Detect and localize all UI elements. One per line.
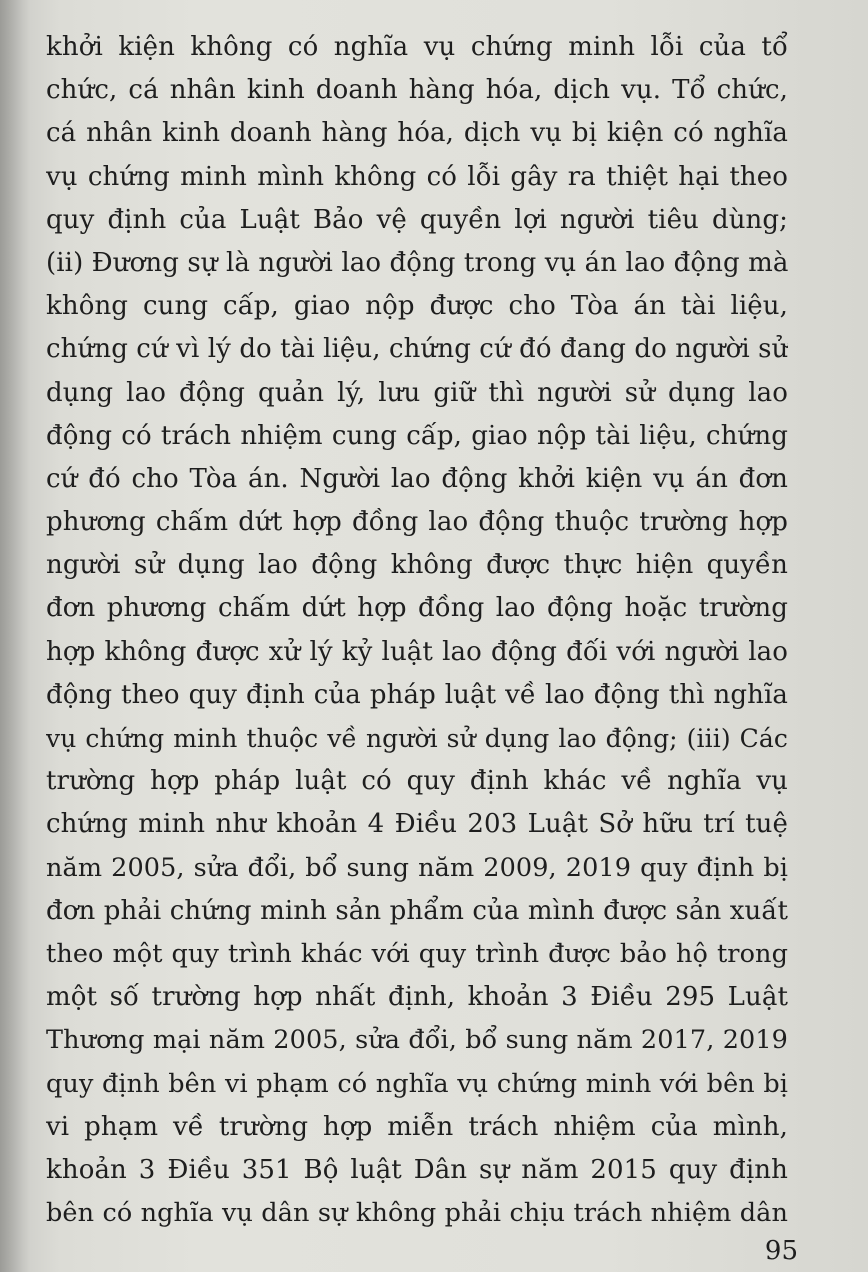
text-line: bên có nghĩa vụ dân sự không phải chịu trách nhiệm dân (46, 1198, 788, 1229)
text-line: năm 2005, sửa đổi, bổ sung năm 2009, 2019 quy định bị (46, 852, 788, 883)
text-line: quy định của Luật Bảo vệ quyền lợi người tiêu dùng; (46, 204, 788, 235)
text-line: khoản 3 Điều 351 Bộ luật Dân sự năm 2015 quy định (46, 1154, 788, 1185)
text-line: một số trường hợp nhất định, khoản 3 Điều 295 Luật (46, 982, 788, 1013)
text-line: khởi kiện không có nghĩa vụ chứng minh lỗi của tổ (46, 32, 788, 62)
text-line: vụ chứng minh mình không có lỗi gây ra thiệt hại theo (46, 161, 788, 192)
text-line: động có trách nhiệm cung cấp, giao nộp tài liệu, chứng (46, 420, 788, 451)
text-line: cứ đó cho Tòa án. Người lao động khởi kiện vụ án đơn (46, 463, 788, 494)
text-line: vụ chứng minh thuộc về người sử dụng lao động; (iii) Các (46, 724, 788, 753)
text-line: đơn phải chứng minh sản phẩm của mình được sản xuất (46, 895, 788, 926)
text-line: quy định bên vi phạm có nghĩa vụ chứng minh với bên bị (46, 1068, 788, 1099)
text-line: không cung cấp, giao nộp được cho Tòa án tài liệu, (46, 291, 788, 322)
text-line: người sử dụng lao động không được thực hiện quyền (46, 550, 788, 581)
text-line: động theo quy định của pháp luật về lao động thì nghĩa (46, 679, 788, 710)
text-line: trường hợp pháp luật có quy định khác về nghĩa vụ (46, 766, 788, 797)
text-line: (ii) Đương sự là người lao động trong vụ án lao động mà (46, 247, 788, 278)
text-line: dụng lao động quản lý, lưu giữ thì người sử dụng lao (46, 377, 788, 408)
text-line: cá nhân kinh doanh hàng hóa, dịch vụ bị kiện có nghĩa (46, 118, 788, 149)
text-line: chứng cứ vì lý do tài liệu, chứng cứ đó đang do người sử (46, 334, 788, 365)
body-text (46, 26, 788, 1235)
text-line: đơn phương chấm dứt hợp đồng lao động hoặc trường (46, 593, 788, 624)
text-line: hợp không được xử lý kỷ luật lao động đối với người lao (46, 636, 788, 667)
text-line: theo một quy trình khác với quy trình được bảo hộ trong (46, 938, 788, 969)
page-number: 95 (764, 1236, 798, 1266)
text-line: chứng minh như khoản 4 Điều 203 Luật Sở hữu trí tuệ (46, 809, 788, 840)
text-line: Thương mại năm 2005, sửa đổi, bổ sung năm 2017, 2019 (46, 1025, 788, 1056)
text-line: chức, cá nhân kinh doanh hàng hóa, dịch vụ. Tổ chức, (46, 75, 788, 106)
text-line: phương chấm dứt hợp đồng lao động thuộc trường hợp (46, 507, 788, 538)
binding-gutter-shadow (0, 0, 30, 1272)
text-line: vi phạm về trường hợp miễn trách nhiệm của mình, (46, 1111, 788, 1142)
